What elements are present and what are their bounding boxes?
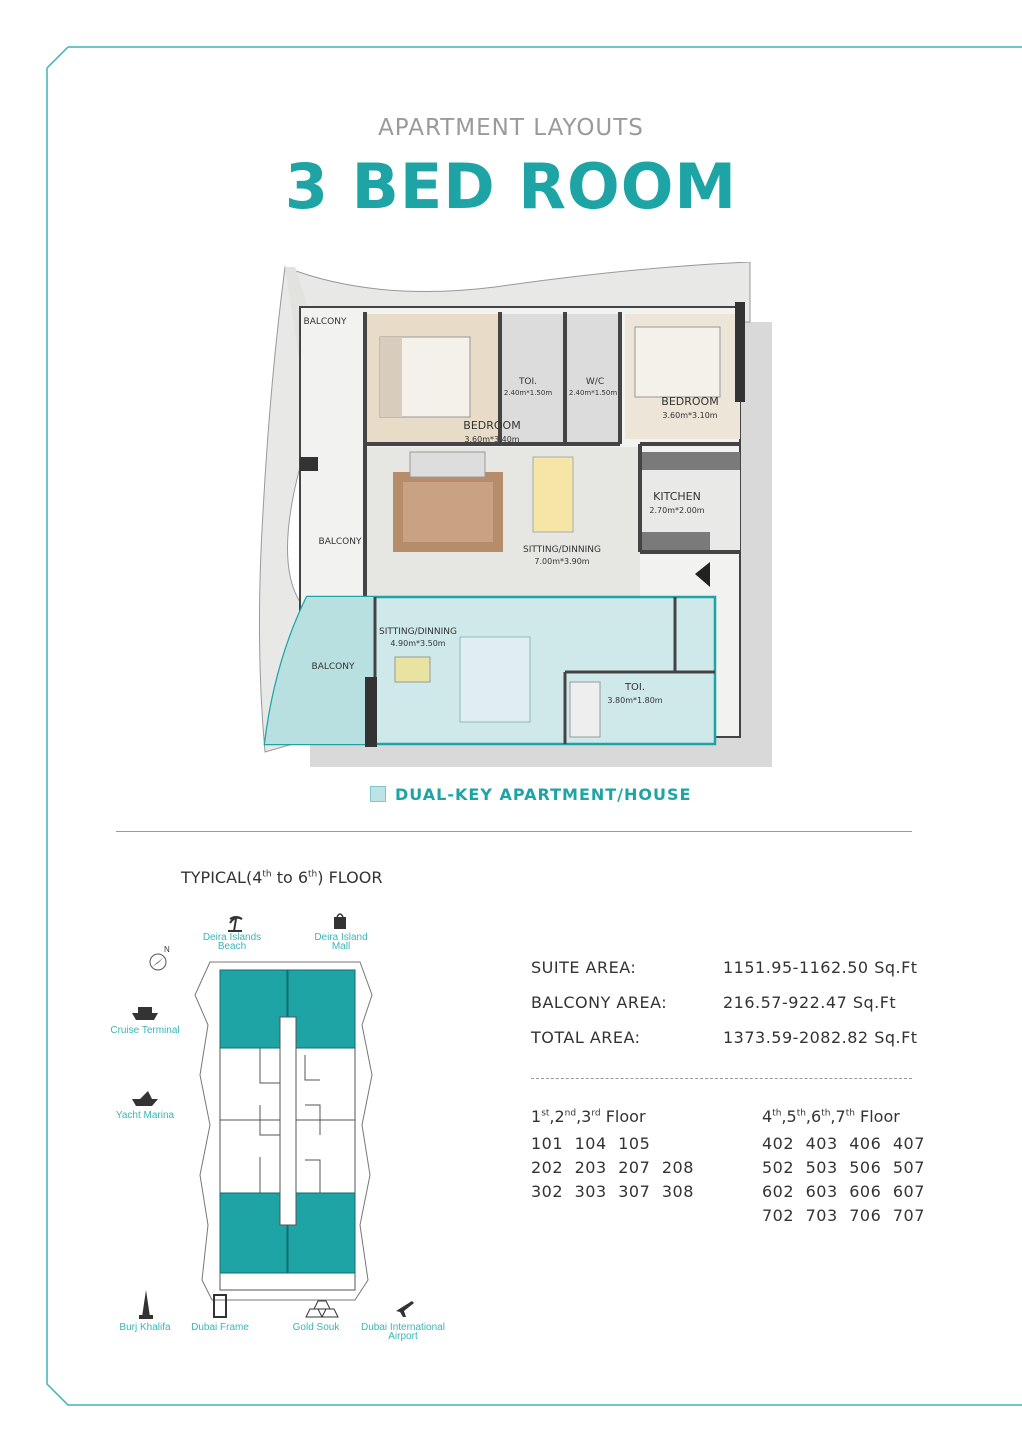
room-label: BALCONY: [311, 662, 355, 672]
shopping-bag-icon: [334, 914, 346, 929]
unit-row: 602 603 606 607: [762, 1182, 925, 1201]
units-header: 1st,2nd,3rd Floor: [531, 1107, 646, 1126]
room-label: BEDROOM: [463, 419, 521, 432]
dual-key-unit: [220, 1193, 287, 1273]
landmark-label: Dubai International: [361, 1322, 445, 1333]
page-title: 3 BED ROOM: [284, 150, 738, 223]
landmark-label: Burj Khalifa: [119, 1322, 171, 1333]
room-size: 4.90m*3.50m: [390, 639, 446, 648]
landmark-label: Deira Island: [314, 932, 368, 943]
room-size: 3.60m*3.40m: [464, 435, 520, 444]
room-label: TOI.: [624, 682, 646, 693]
legend-swatch: [370, 786, 386, 802]
room-size: 3.80m*1.80m: [607, 696, 663, 705]
dual-key-unit: [288, 970, 355, 1048]
unit-row: 202 203 207 208: [531, 1158, 694, 1177]
cruise-ship-icon: [132, 1007, 158, 1020]
landmark-label: Airport: [388, 1331, 418, 1342]
unit-row: 702 703 706 707: [762, 1206, 925, 1225]
dashed-divider: [531, 1078, 912, 1079]
room-size: 3.60m*3.10m: [662, 411, 718, 420]
unit-row: 402 403 406 407: [762, 1134, 925, 1153]
room-label: SITTING/DINNING: [378, 627, 458, 637]
dual-key-unit: [220, 970, 287, 1048]
plan-legend: [370, 784, 691, 804]
units-high-floors: [762, 1107, 925, 1230]
room-label: W/C: [585, 377, 605, 387]
gold-bars-icon: [306, 1301, 338, 1317]
unit-row: 502 503 506 507: [762, 1158, 925, 1177]
unit-row: 302 303 307 308: [531, 1182, 694, 1201]
area-row: TOTAL AREA: 1373.59-2082.82 Sq.Ft: [531, 1028, 918, 1047]
room-size: 2.40m*1.50m: [568, 389, 618, 397]
room-label: BALCONY: [318, 537, 362, 547]
palm-beach-icon: [228, 917, 242, 931]
room-label: TOI.: [518, 377, 538, 387]
area-summary: [531, 958, 921, 1063]
landmark-label: Mall: [331, 941, 351, 952]
svg-text:N: N: [164, 945, 170, 954]
yacht-icon: [132, 1091, 158, 1106]
area-row: SUITE AREA: 1151.95-1162.50 Sq.Ft: [531, 958, 918, 977]
compass-icon: [150, 945, 170, 970]
landmark-label: Beach: [217, 941, 247, 952]
units-low-floors: [531, 1107, 694, 1206]
units-header: 4th,5th,6th,7th Floor: [762, 1107, 900, 1126]
landmark-label: Deira Islands: [202, 932, 262, 943]
key-plan: [100, 905, 470, 1350]
room-label: BEDROOM: [661, 395, 719, 408]
floor-plan: [255, 262, 775, 772]
room-label: BALCONY: [303, 317, 347, 327]
typical-floor-title: TYPICAL(4th to 6th) FLOOR: [181, 868, 383, 887]
legend-label: DUAL-KEY APARTMENT/HOUSE: [395, 784, 692, 804]
divider: [116, 831, 912, 832]
room-label: SITTING/DINNING: [522, 545, 602, 555]
room-size: 2.40m*1.50m: [503, 389, 553, 397]
airplane-icon: [396, 1301, 414, 1317]
dual-key-unit: [288, 1193, 355, 1273]
burj-khalifa-icon: [139, 1257, 153, 1319]
unit-row: 101 104 105: [531, 1134, 651, 1153]
landmark-label: Dubai Frame: [191, 1322, 249, 1333]
landmark-label: Yacht Marina: [115, 1110, 175, 1121]
room-label: KITCHEN: [653, 490, 701, 503]
room-size: 2.70m*2.00m: [649, 506, 705, 515]
area-row: BALCONY AREA: 216.57-922.47 Sq.Ft: [531, 993, 897, 1012]
landmark-label: Gold Souk: [292, 1322, 340, 1333]
landmark-label: Cruise Terminal: [110, 1025, 180, 1036]
room-size: 7.00m*3.90m: [534, 557, 590, 566]
section-subtitle: APARTMENT LAYOUTS: [378, 115, 644, 141]
